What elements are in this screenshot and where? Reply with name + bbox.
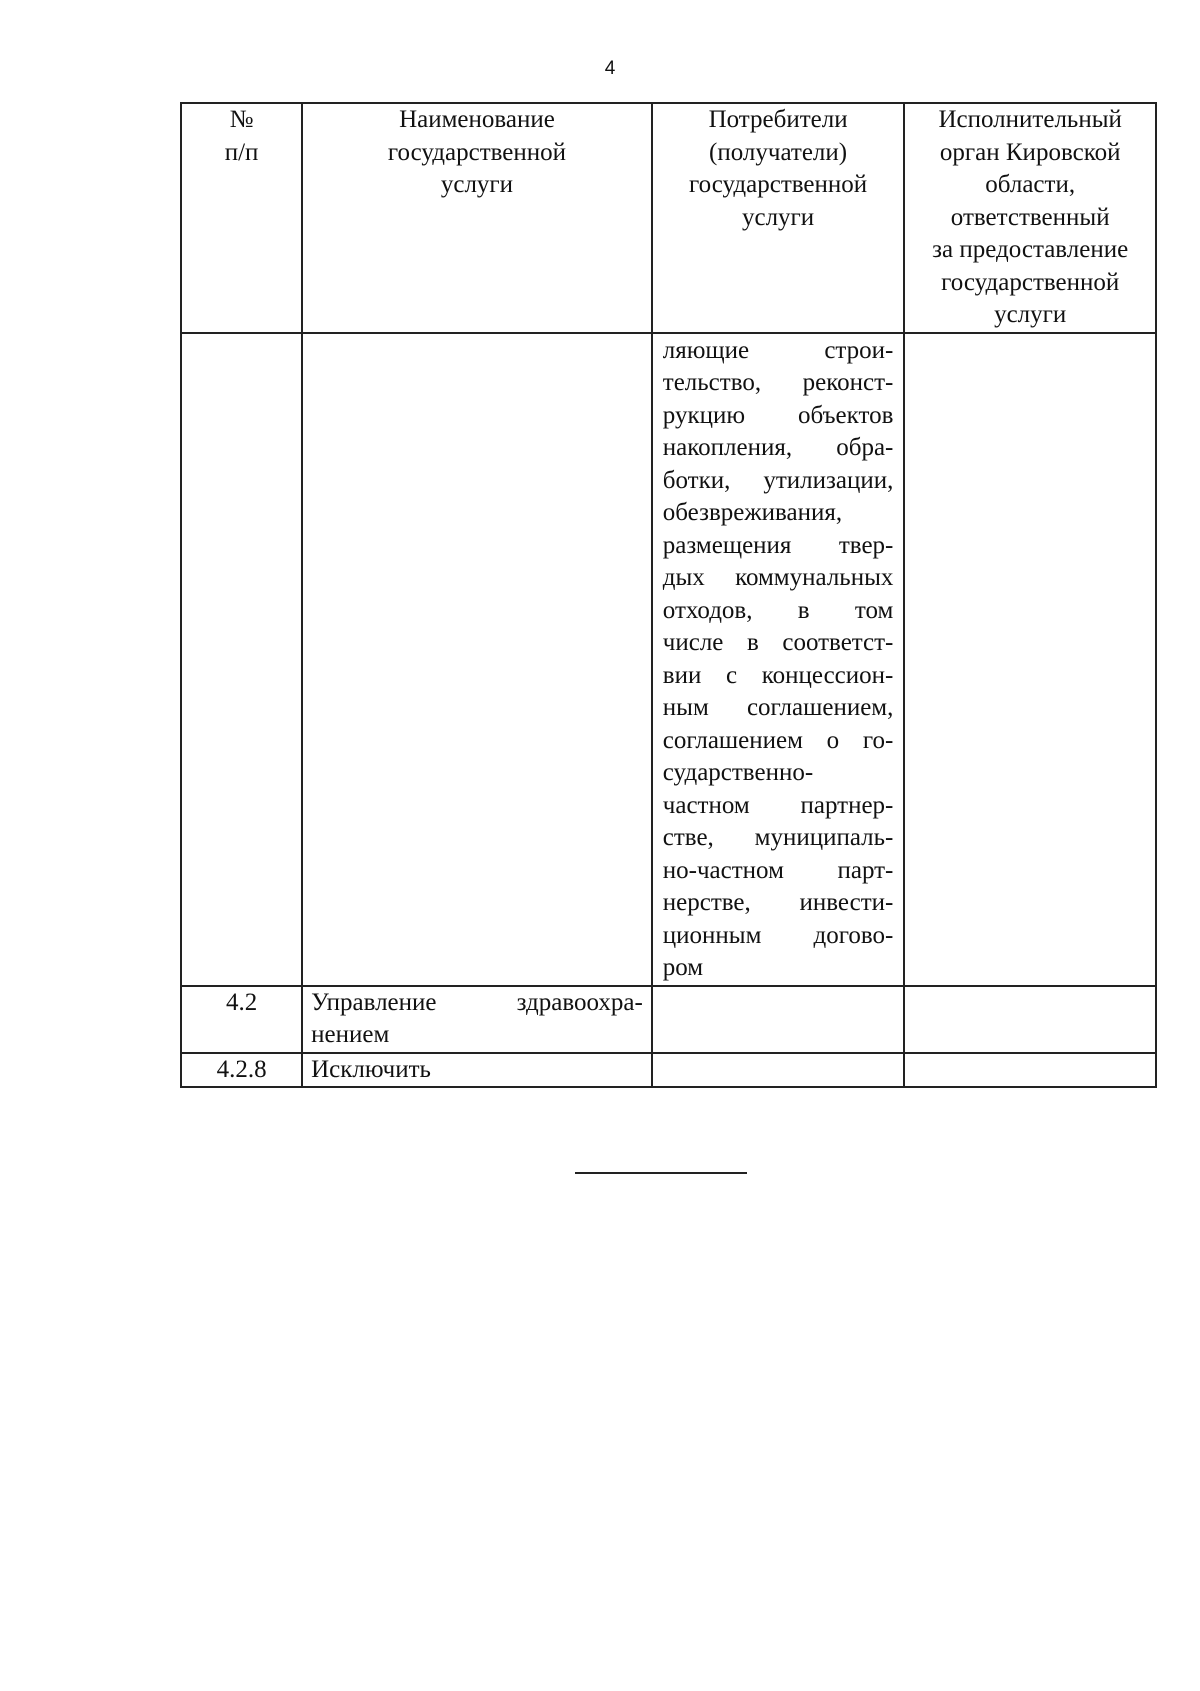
consumers-text-line: частном партнер- [662, 791, 894, 819]
header-service-name-line: государственной [387, 138, 567, 166]
cell-consumers [652, 986, 905, 1053]
cell-number [181, 333, 302, 986]
consumers-text-line: ляющие строи- [662, 336, 894, 364]
header-consumers-line: государственной [688, 171, 868, 198]
header-service-name-line: Наименование [399, 106, 555, 133]
header-authority-line: Исполнительный [938, 106, 1122, 133]
header-authority [904, 103, 1156, 333]
end-of-document-rule [575, 1172, 747, 1174]
header-authority-line: орган Кировской [939, 138, 1121, 166]
header-authority-line: государственной [941, 268, 1120, 296]
header-consumers-line: услуги [741, 203, 815, 231]
header-authority-line: ответственный [950, 203, 1110, 231]
services-table [180, 102, 1157, 1088]
cell-number: 4.2 [181, 986, 302, 1053]
header-service-name [302, 103, 652, 333]
page-number: 4 [604, 58, 616, 79]
header-consumers-line: Потребители [708, 106, 848, 133]
cell-authority [904, 1053, 1156, 1088]
header-consumers-line: (получатели) [709, 138, 848, 166]
consumers-text-line: ционным догово- [662, 921, 894, 949]
header-number-line: № [229, 106, 254, 133]
cell-service-name [302, 986, 652, 1053]
cell-authority [904, 333, 1156, 986]
header-authority-line: области, [985, 171, 1076, 198]
consumers-text-line: тельство, реконст- [662, 369, 894, 396]
consumers-text-line: ботки, утилизации, [662, 466, 894, 494]
cell-authority [904, 986, 1156, 1053]
consumers-text-line: числе в соответст- [662, 629, 894, 656]
service-name-line: нением [311, 1021, 390, 1048]
consumers-text-line: сударственно- [662, 759, 814, 786]
header-consumers [652, 103, 905, 333]
consumers-text-line: соглашением о го- [662, 726, 894, 754]
table-header-row [181, 103, 1156, 333]
consumers-text-line: вии с концессион- [662, 661, 894, 689]
consumers-text-line: накопления, обра- [662, 434, 894, 461]
consumers-text-line: обезвреживания, [662, 499, 843, 526]
consumers-text-line: нерстве, инвести- [662, 889, 894, 916]
consumers-text-line: размещения твер- [662, 531, 894, 559]
header-authority-line: за предоставление [932, 236, 1129, 263]
consumers-text-line: отходов, в том [662, 596, 894, 624]
service-name-line: Управление здравоохра- [311, 988, 643, 1016]
consumers-text-line: дых коммунальных [662, 564, 894, 591]
consumers-text-line: ром [662, 954, 704, 981]
cell-service-name [302, 333, 652, 986]
table-row [181, 1053, 1156, 1088]
cell-service-name [302, 1053, 652, 1088]
header-number-line: п/п [224, 138, 259, 166]
table-row [181, 986, 1156, 1053]
cell-consumers [652, 333, 905, 986]
consumers-text [653, 334, 904, 985]
cell-consumers [652, 1053, 905, 1088]
header-service-name-line: услуги [440, 171, 514, 198]
header-number [181, 103, 302, 333]
consumers-text-line: но-частном парт- [662, 856, 894, 884]
table-row-continuation [181, 333, 1156, 986]
consumers-text-line: рукцию объектов [662, 401, 894, 429]
service-name-line: Исключить [311, 1055, 431, 1083]
consumers-text-line: стве, муниципаль- [662, 824, 894, 851]
cell-number: 4.2.8 [181, 1053, 302, 1088]
consumers-text-line: ным соглашением, [662, 694, 894, 721]
header-authority-line: услуги [994, 301, 1067, 328]
